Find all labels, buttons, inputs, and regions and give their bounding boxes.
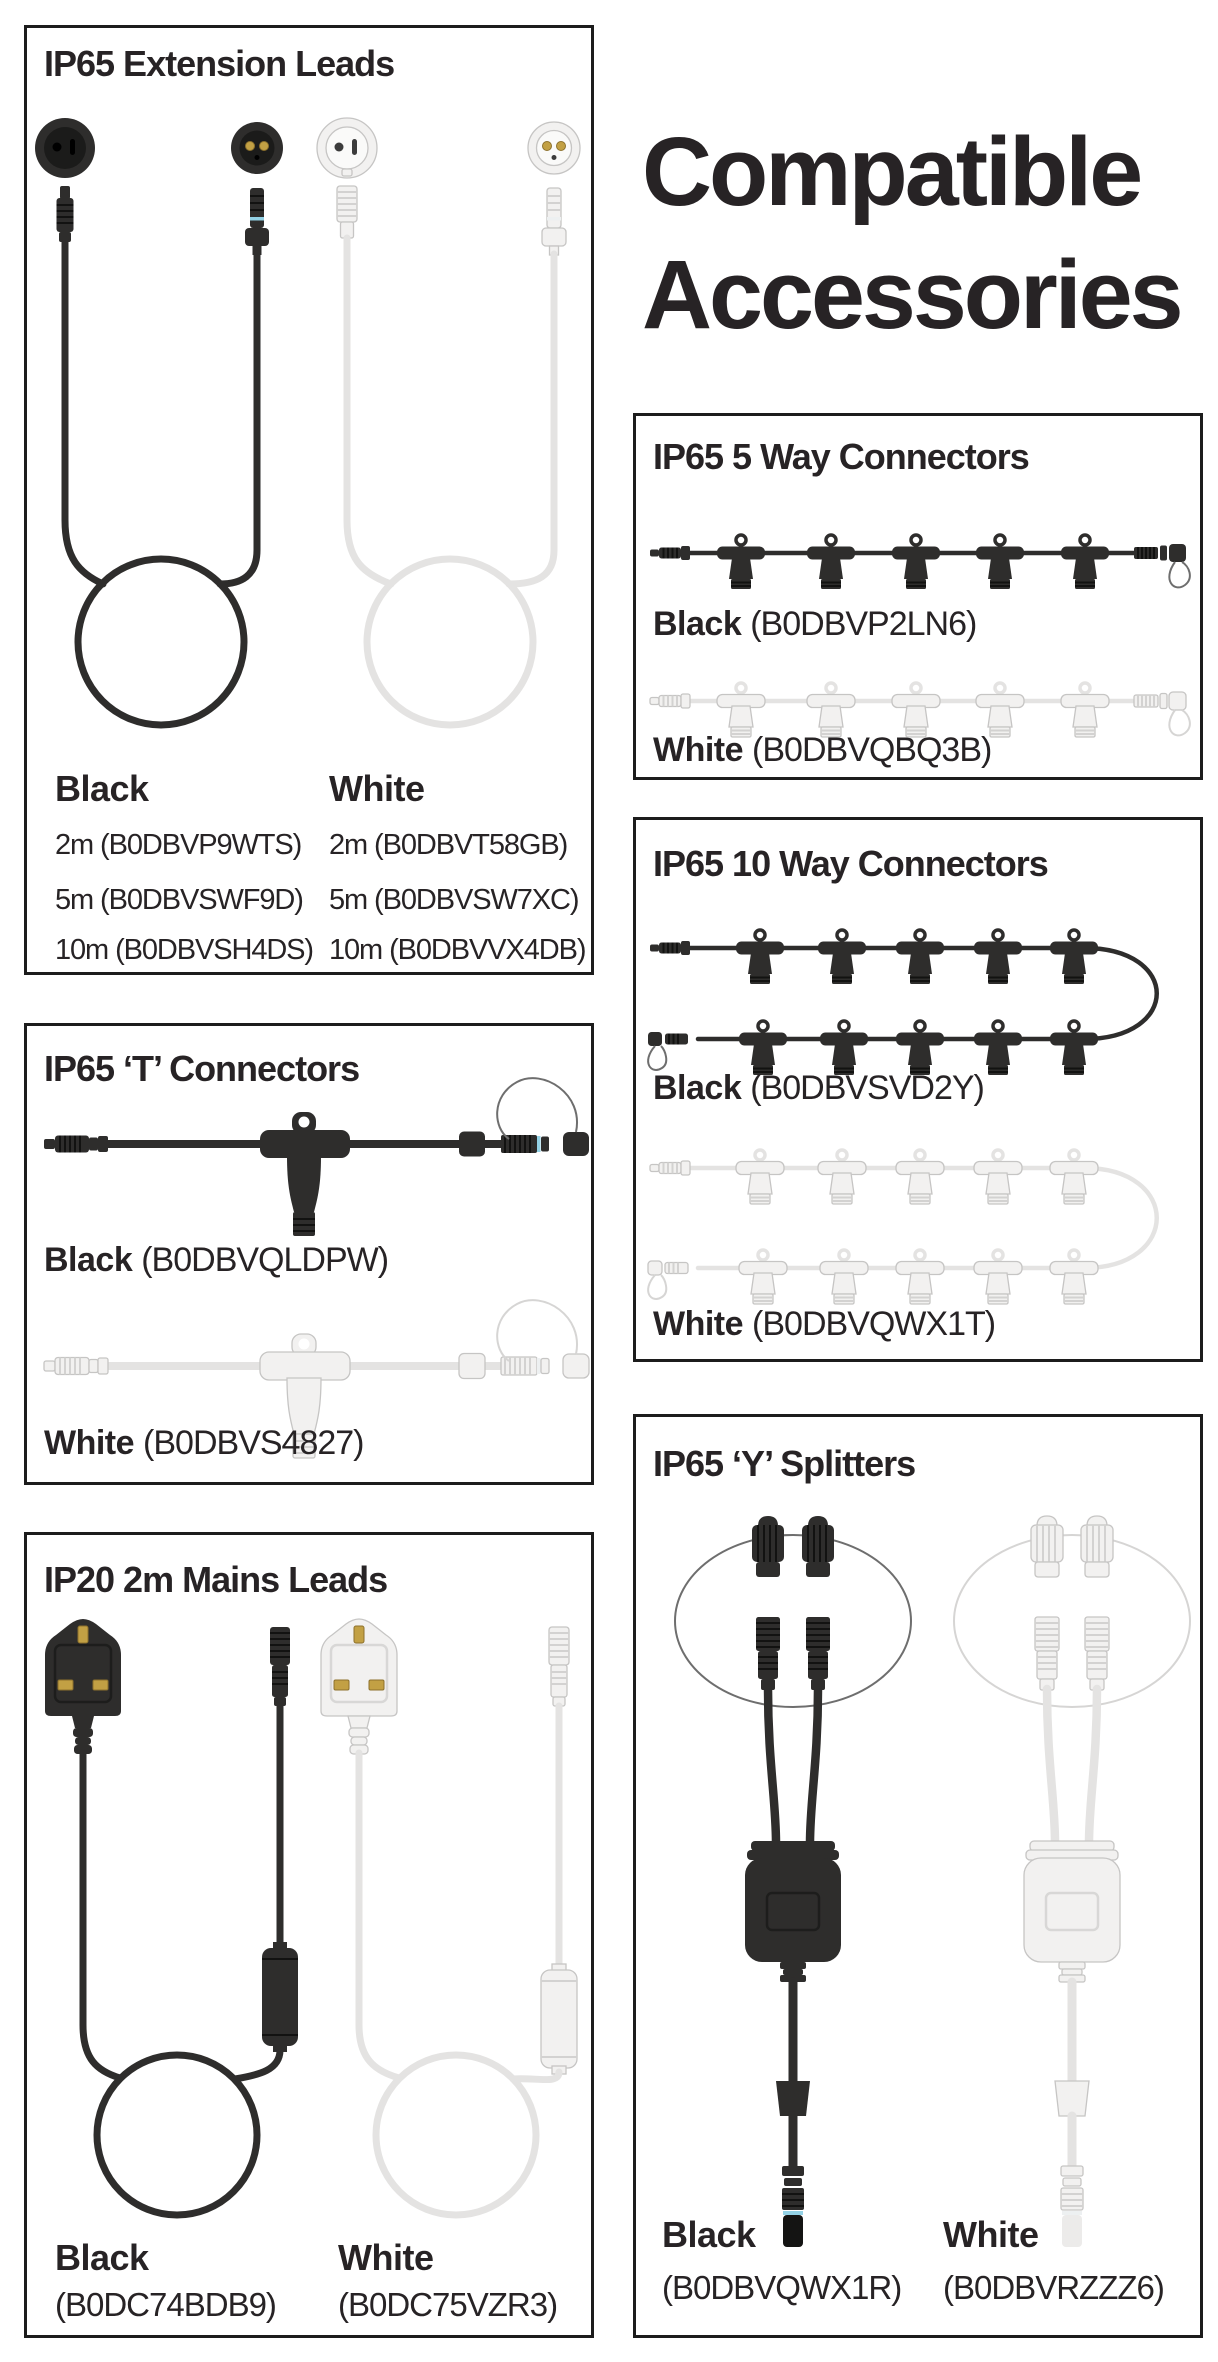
10-way-white-code: (B0DBVQWX1T) [752, 1305, 996, 1343]
t-connectors-white-code: (B0DBVS4827) [143, 1424, 364, 1462]
5-way-black-line [653, 605, 976, 644]
y-splitters-black-code: (B0DBVQWX1R) [662, 2269, 902, 2306]
extension-black-item-5m: 5m (B0DBVSWF9D) [55, 884, 303, 916]
10-way-heading: IP65 10 Way Connectors [653, 843, 1048, 884]
10-way-white-label: White [653, 1305, 744, 1343]
10-way-black-label: Black [653, 1069, 742, 1107]
t-connectors-white-line [44, 1424, 364, 1463]
section-extension-leads [24, 25, 594, 975]
extension-white-item-10m: 10m (B0DBVVX4DB) [329, 934, 586, 966]
5-way-illustration [636, 416, 1200, 777]
t-connectors-black-line [44, 1241, 388, 1280]
t-connectors-black-code: (B0DBVQLDPW) [141, 1241, 389, 1279]
mains-leads-illustration [27, 1535, 591, 2335]
section-mains-leads [24, 1532, 594, 2338]
5-way-white-code: (B0DBVQBQ3B) [752, 731, 992, 769]
t-connectors-white-label: White [44, 1424, 135, 1462]
10-way-black-code: (B0DBVSVD2Y) [750, 1069, 984, 1107]
section-y-splitters [633, 1414, 1203, 2338]
10-way-black-line [653, 1069, 984, 1108]
section-10-way-connectors [633, 817, 1203, 1362]
mains-white-label: White [338, 2237, 434, 2278]
extension-white-label: White [329, 768, 425, 809]
t-connectors-heading: IP65 ‘T’ Connectors [44, 1048, 360, 1089]
y-splitters-heading: IP65 ‘Y’ Splitters [653, 1443, 916, 1484]
mains-black-code: (B0DC74BDB9) [55, 2286, 276, 2323]
page-title [642, 110, 1181, 356]
page-title-line2: Accessories [642, 240, 1181, 350]
10-way-white-line [653, 1305, 995, 1344]
5-way-white-line [653, 731, 991, 770]
mains-black-label: Black [55, 2237, 149, 2278]
y-splitters-white-code: (B0DBVRZZZ6) [943, 2269, 1164, 2306]
page-title-line1: Compatible [642, 117, 1141, 226]
t-connectors-black-label: Black [44, 1241, 133, 1279]
5-way-heading: IP65 5 Way Connectors [653, 436, 1029, 477]
y-splitters-illustration [636, 1417, 1200, 2335]
extension-black-item-10m: 10m (B0DBVSH4DS) [55, 934, 313, 966]
5-way-black-label: Black [653, 605, 742, 643]
5-way-black-code: (B0DBVP2LN6) [750, 605, 977, 643]
mains-white-code: (B0DC75VZR3) [338, 2286, 558, 2323]
section-t-connectors [24, 1023, 594, 1485]
y-splitters-white-label: White [943, 2214, 1039, 2255]
5-way-white-label: White [653, 731, 744, 769]
extension-black-item-2m: 2m (B0DBVP9WTS) [55, 829, 302, 861]
y-splitters-black-label: Black [662, 2214, 756, 2255]
section-5-way-connectors [633, 413, 1203, 780]
extension-white-item-2m: 2m (B0DBVT58GB) [329, 829, 568, 861]
mains-leads-heading: IP20 2m Mains Leads [44, 1559, 388, 1600]
extension-white-item-5m: 5m (B0DBVSW7XC) [329, 884, 579, 916]
extension-leads-heading: IP65 Extension Leads [44, 43, 395, 84]
extension-black-label: Black [55, 768, 149, 809]
